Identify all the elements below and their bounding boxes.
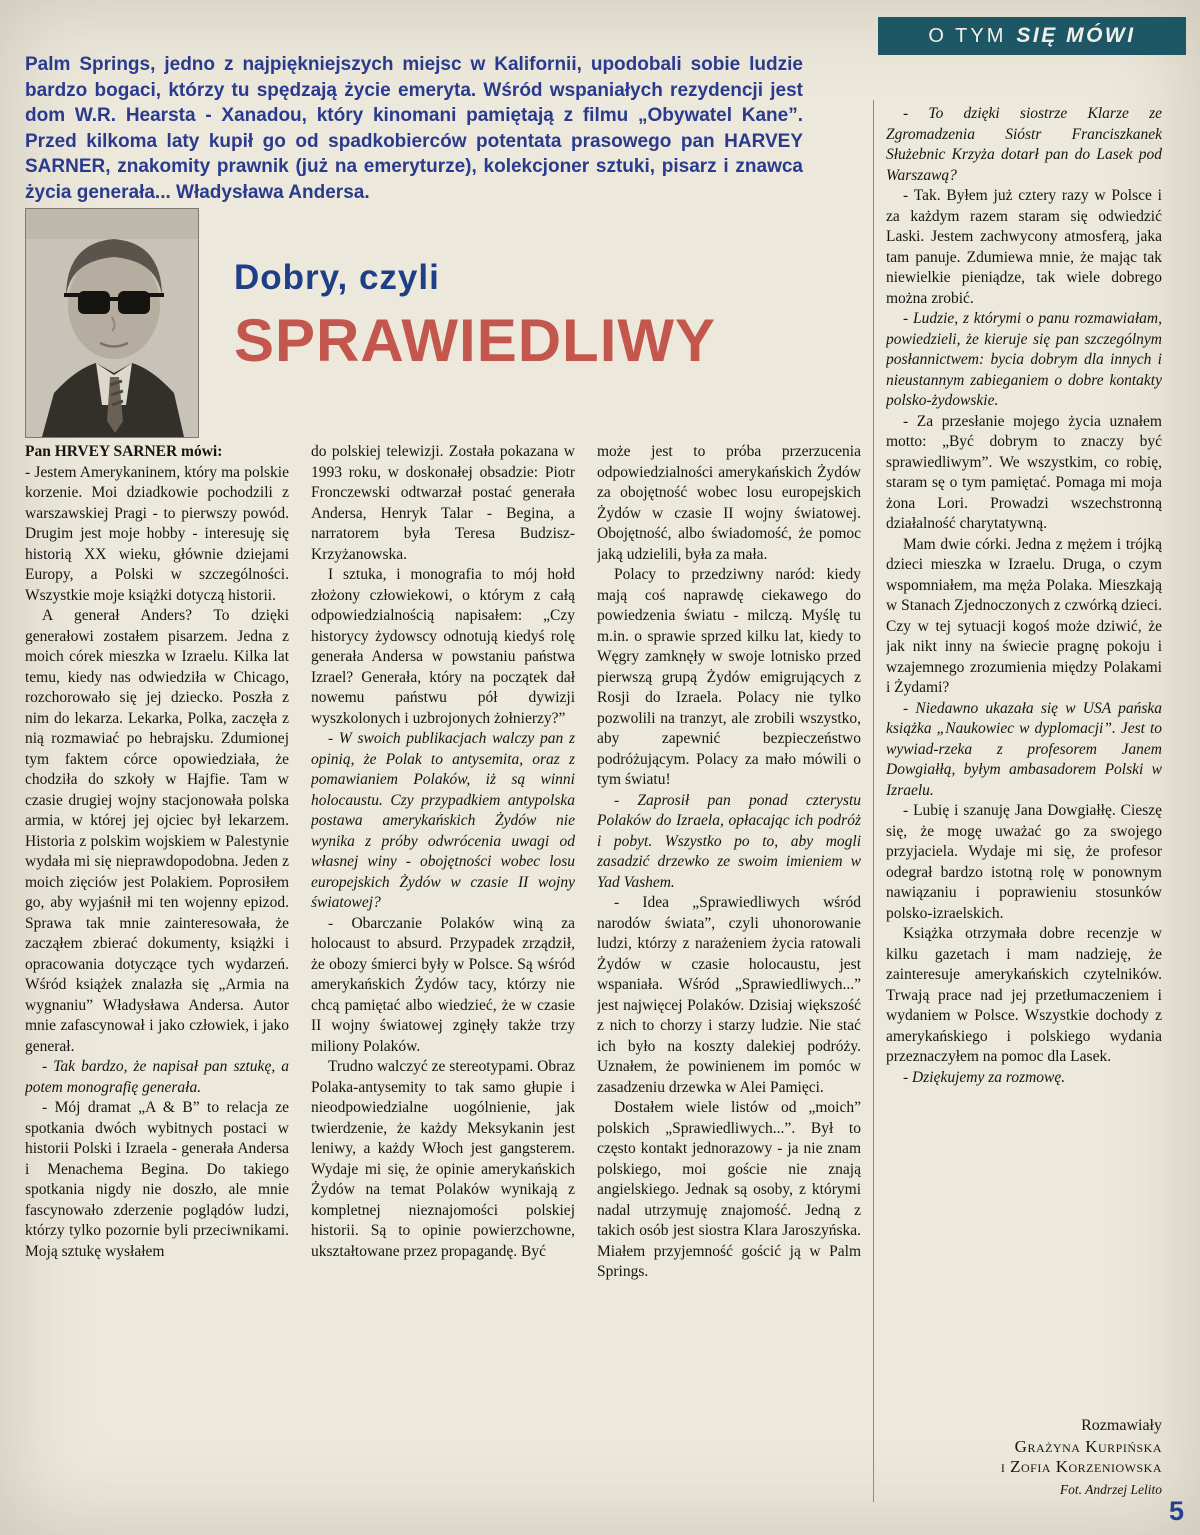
article-column-2 [311,442,575,1484]
article-column-1 [25,442,289,1484]
column-4-paragraphs [886,104,1162,1088]
headline-kicker: Dobry, czyli [234,258,440,297]
photo-credit: Fot. Andrzej Lelito [1059,1481,1162,1497]
column-divider [873,100,874,1502]
headline-block [234,258,716,375]
paragraph: Dostałem wiele listów od „moich” polskich „Sprawiedliwych...”. Był to często kontakt jednorazowy - ja nie znam polskiego, moi goście nie znają angielskiego. Jednak są osoby, z którymi nadal utrzymuję znajomość. Jedną z takich osób jest siostra Klara Jaroszyńska. Miałem przyjemność gościć ją w Palm Springs. [597,1099,861,1280]
paragraph: A generał Anders? To dzięki generałowi zostałem pisarzem. Jedna z moich córek mieszka w Izraelu. Kilka lat temu, kiedy nas odwiedziła w Chicago, rozchorowało się jej dziecko. Poszła z nim do lekarza. Lekarka, Polka, zaczęła z nią rozmawiać po hebrajsku. Zdumionej tym faktem córce opowiedziała, że chodziła do szkoły w Hajfie. Tam w czasie drugiej wojny stacjonowała polska armia, w której jej ojciec był lekarzem. Historia z polskim wojskiem w Palestynie wydała mi się nieprawdopodobna. Jeden z moich zięciów jest Polakiem. Poprosiłem go, aby wyjaśnił mi ten wojenny epizod. Sprawa tak mnie zainteresowała, że zacząłem zbierać dokumenty, książki i opracowania dotyczące tych wydarzeń. Wśród książek znalazła się „Armia na wygnaniu” Władysława Andersa. Autor mnie zafascynował i jako człowiek, i jako generał. [25,607,289,1055]
paragraph: - Lubię i szanuję Jana Dowgiałłę. Cieszę się, że mogę uważać go za swojego przyjaciela. Wydaje mi się, że profesor odegrał bardzo istotną rolę w ponownym nawiązaniu i poprawieniu stosunków polsko-izraelskich. [886,802,1162,922]
article-column-3 [597,442,861,1484]
paragraph: - Idea „Sprawiedliwych wśród narodów świata”, czyli uhonorowanie ludzi, którzy z narażeniem życia ratowali Żydów w czasie holocaustu, jest wspaniała. Wśród „Sprawiedliwych...” jest najwięcej Polaków. Dzisiaj większość z nich to chorzy i starzy ludzie. Nie stać ich było na koszty dalekiej podróży. Uznałem, że powinienem im pomóc w zasadzeniu drzewka w Alei Pamięci. [597,894,861,1096]
paragraph: I sztuka, i monografia to mój hołd złożony człowiekowi, o którym z całą odpowiedzialnością napisałem: „Czy historycy żydowscy odnotują kiedyś rolę generała Andersa w powstaniu państwa Izrael? Generała, który na początek dał nowemu państwu pół dywizji wyszkolonych i uzbrojonych żołnierzy?” [311,566,575,727]
page-number: 5 [1168,1496,1184,1526]
paragraph: - Mój dramat „A & B” to relacja ze spotkania dwóch wybitnych postaci w historii Polski i Izraela - generała Andersa i Menachema Begina. Do takiego spotkania nigdy nie doszło, ale mnie fascynowało zderzenie poglądów ludzi, którzy tylko pozornie byli przeciwnikami. Moją sztukę wysłałem [25,1099,289,1260]
paragraph: - Niedawno ukazała się w USA pańska książka „Naukowiec w dyplomacji”. Jest to wywiad-rzeka z profesorem Janem Dowgiałłą, byłym ambasadorem Polski w Izraelu. [886,699,1162,799]
byline-name-1: Grażyna Kurpińska [1014,1436,1162,1456]
paragraph: Trudno walczyć ze stereotypami. Obraz Polaka-antysemity to tak samo głupie i nieodpowiedzialne uogólnienie, jak twierdzenie, że każdy Meksykanin jest leniwy, a każdy Włoch jest gangsterem. Wydaje mi się, że opinie amerykańskich Żydów na temat Polaków wynikają z kompletnej nieznajomości polskiej historii. Są to opinie powierzchowne, ukształtowane przez propagandę. Być [311,1058,575,1260]
article-column-4 [886,104,1162,1506]
paragraph: - Dziękujemy za rozmowę. [903,1068,1066,1086]
intro-paragraph: Palm Springs, jedno z najpiękniejszych miejsc w Kalifornii, upodobali sobie ludzie bardzo bogaci, którzy tu spędzają życie emeryta. Wśród wspaniałych rezydencji jest dom W.R. Hearsta - Xanadou, który kinomani pamiętają z filmu „Obywatel Kane”. Przed kilkoma laty kupił go od spadkobierców potentata prasowego pan HARVEY SARNER, znakomity prawnik (już na emeryturze), kolekcjoner sztuki, pisarz i znawca życia generała... Władysława Andersa. [25,54,803,203]
paragraph: - Tak bardzo, że napisał pan sztukę, a potem monografię generała. [25,1058,289,1096]
paragraph: Pan HRVEY SARNER mówi: [25,443,223,460]
paragraph: może jest to próba przerzucenia odpowiedzialności amerykańskich Żydów za obojętność wobec losu europejskich Żydów w czasie II wojny światowej. Obojętność, albo świadomość, że pomoc jaką udzielili, była za mała. [597,443,861,563]
paragraph: - Ludzie, z którymi o panu rozmawiałam, powiedzieli, że kieruje się pan szczególnym posłannictwem: bycia dobrym dla innych i nieustannym zabieganiem o dobre kontakty polsko-żydowskie. [886,310,1162,409]
portrait-photo [25,208,199,438]
paragraph: - Za przesłanie mojego życia uznałem motto: „Być dobrym to znaczy być sprawiedliwym”. We wszystkim, co robię, staram sę o tym pamiętać. Pomaga mi moja żona Lori. Prowadzi wszechstronną działalność charytatywną. [886,412,1162,532]
headline-main: SPRAWIEDLIWY [234,307,717,374]
paragraph: - Zaprosił pan ponad czterystu Polaków do Izraela, opłacając ich podróż i pobyt. Wszystko po to, aby mogli zasadzić drzewko ze swoim imieniem w Yad Vashem. [597,791,861,891]
paragraph: Polacy to przedziwny naród: kiedy mają coś naprawdę ciekawego do powiedzenia światu - milczą. Myślę tu m.in. o sprawie sprzed kilku lat, kiedy to Węgry zamknęły w swoje lotnisko przed pierwszą grupą Żydów emigrujących z Rosji do Izraela. Polacy nie tylko pozwolili na tranzyt, ale zrobili wszystko, aby zapewnić bezpieczeństwo podróżującym. Polacy za mało mówili o tym światu! [597,566,861,788]
paragraph: Książka otrzymała dobre recenzje w kilku gazetach i mam nadzieję, że zainteresuje amerykańskich czytelników. Trwają prace nad jej przetłumaczeniem i wydaniem w Polsce. Wszystkie dochody z amerykańskiego i polskiego wydania przeznaczyłem na pomoc dla Lasek. [886,925,1162,1065]
paragraph: - Jestem Amerykaninem, który ma polskie korzenie. Moi dziadkowie pochodzili z warszawskiej Pragi - to pierwszy powód. Drugim jest moje hobby - interesuję się historią XX wieku, głównie dziejami Europy, a Polski w szczególności. Wszystkie moje książki dotyczą historii. [25,463,289,604]
paragraph: - To dzięki siostrze Klarze ze Zgromadzenia Sióstr Franciszkanek Służebnic Krzyża dotarł pan do Lasek pod Warszawą? [886,105,1162,184]
byline-name-2: i Zofia Korzeniowska [1000,1457,1162,1476]
section-banner [878,17,1186,55]
portrait-illustration [26,209,198,437]
byline-block [886,1416,1162,1506]
banner-text-bold: SIĘ MÓWI [1016,24,1136,47]
byline-label: Rozmawiały [1081,1417,1162,1434]
paragraph: Mam dwie córki. Jedna z mężem i trójką dzieci mieszka w Izraelu. Druga, o czym wspomniałem, ma męża Polaka. Mieszkają w Stanach Zjednoczonych z czwórką dzieci. Czy w tej sytuacji kogoś może dziwić, że jak nikt inny na świecie pragnę pokoju i wzajemnego zrozumienia między Polakami i Żydami? [886,535,1162,696]
paragraph: - W swoich publikacjach walczy pan z opinią, że Polak to antysemita, oraz z pomawianiem Polaków, iż są winni holocaustu. Czy przypadkiem antypolska postawa amerykańskich Żydów nie wynika z próby odwrócenia uwagi od własnej winy - obojętności wobec losu europejskich Żydów w czasie II wojny światowej? [311,730,575,911]
paragraph: - Obarczanie Polaków winą za holocaust to absurd. Przypadek zrządził, że obozy śmierci były w Polsce. Są wśród amerykańskich Żydów tacy, którzy nie chcą pamiętać albo wiedzieć, że w czasie II wojny światowej zginęły także trzy miliony Polaków. [311,914,575,1055]
paragraph: - Tak. Byłem już cztery razy w Polsce i za każdym razem staram się odwiedzić Laski. Jestem zachwycony atmosferą, jaka tam panuje. Zdumiewa mnie, że mając tak niewielkie pieniądze, tak wiele dobrego można zrobić. [886,187,1162,307]
banner-text-light: O TYM [928,24,1007,47]
paragraph: do polskiej telewizji. Została pokazana w 1993 roku, w doskonałej obsadzie: Piotr Fronczewski odtwarzał postać generała Andersa, Henryk Talar - Begina, a narratorem była Teresa Budzisz-Krzyżanowska. [311,443,575,563]
